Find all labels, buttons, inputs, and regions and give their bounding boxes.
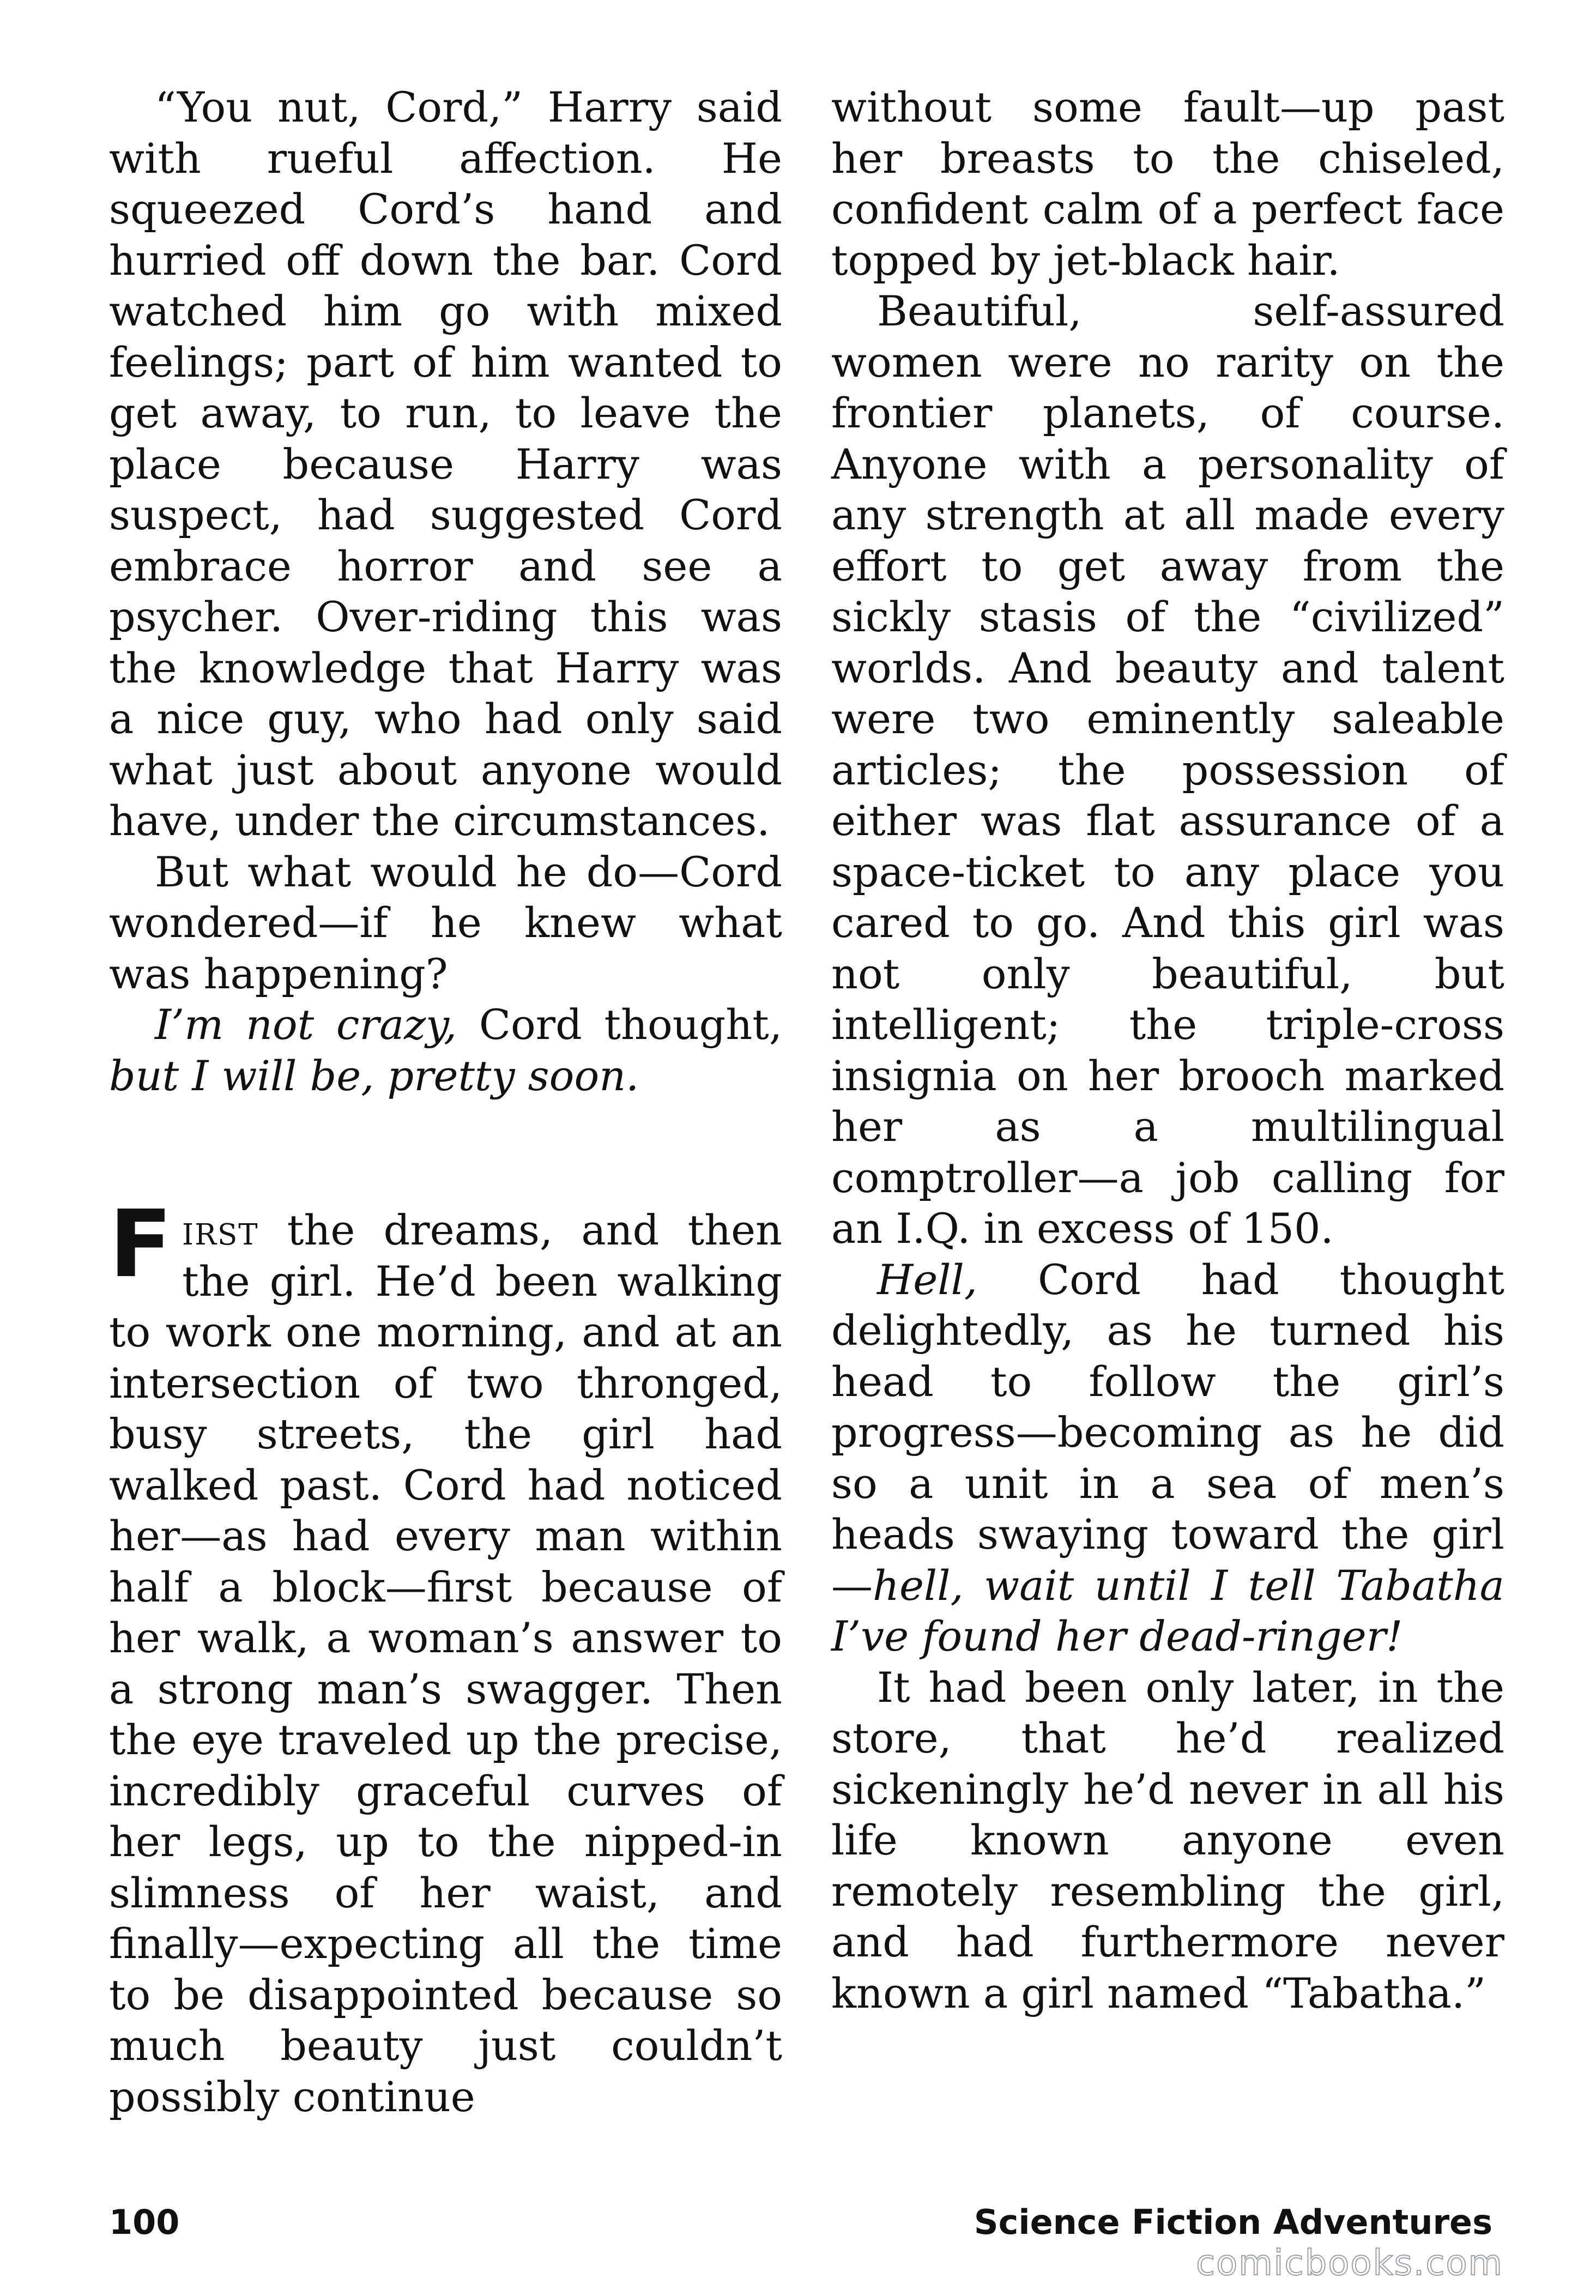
page-number: 100	[109, 2202, 180, 2242]
drop-cap: F	[109, 1191, 173, 1298]
paragraph: It had been only later, in the store, that he’d realized sickeningly he’d never in all his life known anyone even remotely resembling the girl, and had furthermore never known a girl named “Tabatha.”	[831, 1663, 1504, 2017]
body-text: Cord had thought delightedly, as he turned his head to follow the girl’s progress—becoming as he did so a unit in a sea of men’s heads swaying toward the girl—	[831, 1255, 1504, 1610]
body-text: the dreams, and then the girl. He’d been walking to work one morning, and at an intersection of two thronged, busy streets, the girl had walked past. Cord had noticed her—as had every man within half a block—first because of her walk, a woman’s answer to a strong man’s swagger. Then the eye traveled up the precise, incredibly graceful curves of her legs, up to the nipped-in slimness of her waist, and finally—expecting all the time to be disappointed because so much beauty just couldn’t possibly continue	[109, 1206, 782, 2121]
paragraph: But what would he do—Cord wondered—if he knew what was happening?	[109, 847, 782, 998]
paragraph: without some fault—up past her breasts to the chiseled, confident calm of a perfect face topped by jet-black hair.	[831, 83, 1504, 285]
section-break	[109, 1101, 782, 1205]
small-caps-text: irst	[182, 1206, 259, 1254]
right-column	[831, 82, 1504, 2019]
italic-text: but I will be, pretty soon.	[109, 1051, 639, 1100]
italic-text: I’m not crazy,	[155, 1000, 457, 1049]
paragraph: Beautiful, self-assured women were no rarity on the frontier planets, of course. Anyone with a personality of any strength at all made every effort to get away from the sickly stasis of the “civilized” worlds. And beauty and talent were two eminently saleable articles; the possession of either was flat assurance of a space-ticket to any place you cared to go. And this girl was not only beautiful, but intelligent; the triple-cross insignia on her brooch marked her as a multilingual comptroller—a job calling for an I.Q. in excess of 150.	[831, 287, 1504, 1253]
left-column	[109, 82, 782, 2122]
watermark: comicbooks.com	[1195, 2243, 1503, 2283]
body-text: Cord thought,	[457, 1000, 782, 1049]
paragraph: “You nut, Cord,” Harry said with rueful affection. He squeezed Cord’s hand and hurried off down the bar. Cord watched him go with mixed feelings; part of him wanted to get away, to run, to leave the place because Harry was suspect, had suggested Cord embrace horror and see a psycher. Over-riding this was the knowledge that Harry was a nice guy, who had only said what just about anyone would have, under the circumstances.	[109, 83, 782, 845]
paragraph	[109, 1191, 782, 2122]
italic-text: hell, wait until I tell Tabatha I’ve found her dead-ringer!	[831, 1561, 1504, 1660]
paragraph	[831, 1254, 1504, 1662]
paragraph	[109, 999, 782, 1101]
italic-text: Hell,	[877, 1255, 978, 1304]
magazine-name: Science Fiction Adventures	[974, 2202, 1492, 2242]
